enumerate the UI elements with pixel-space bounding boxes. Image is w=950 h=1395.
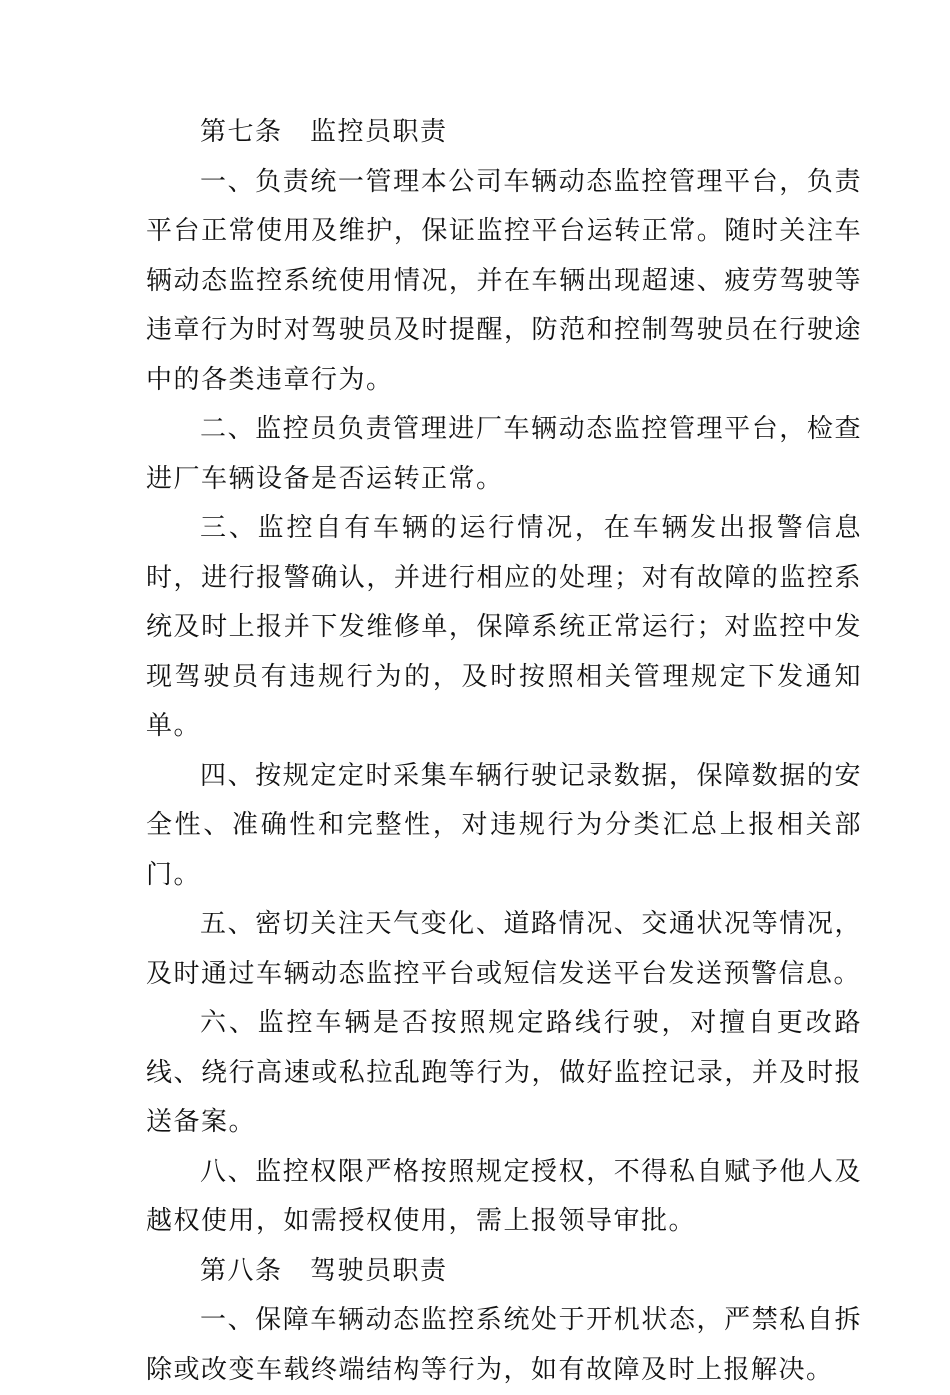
section-8-item-1: 一、保障车辆动态监控系统处于开机状态，严禁私自拆除或改变车载终端结构等行为，如有故障及时上报解决。 xyxy=(146,1305,862,1385)
section-7-item-6: 六、监控车辆是否按照规定路线行驶，对擅自更改路线、绕行高速或私拉乱跑等行为，做好监控记录，并及时报送备案。 xyxy=(146,1008,862,1137)
section-7-item-2: 二、监控员负责管理进厂车辆动态监控管理平台，检查进厂车辆设备是否运转正常。 xyxy=(146,414,862,494)
section-7-item-3: 三、监控自有车辆的运行情况，在车辆发出报警信息时，进行报警确认，并进行相应的处理；对有故障的监控系统及时上报并下发维修单，保障系统正常运行；对监控中发现驾驶员有违规行为的，及时按照相关管理规定下发通知单。 xyxy=(146,513,862,741)
section-7-item-1: 一、负责统一管理本公司车辆动态监控管理平台，负责平台正常使用及维护，保证监控平台运转正常。随时关注车辆动态监控系统使用情况，并在车辆出现超速、疲劳驾驶等违章行为时对驾驶员及时提醒，防范和控制驾驶员在行驶途中的各类违章行为。 xyxy=(146,166,862,395)
section-7-item-4: 四、按规定定时采集车辆行驶记录数据，保障数据的安全性、准确性和完整性，对违规行为分类汇总上报相关部门。 xyxy=(146,760,862,890)
section-8-heading: 第八条 驾驶员职责 xyxy=(200,1255,448,1286)
section-7-item-8: 八、监控权限严格按照规定授权，不得私自赋予他人及越权使用，如需授权使用，需上报领导审批。 xyxy=(146,1156,862,1236)
section-7-heading: 第七条 监控员职责 xyxy=(200,117,448,147)
document-body xyxy=(146,108,862,1395)
section-7-item-5: 五、密切关注天气变化、道路情况、交通状况等情况，及时通过车辆动态监控平台或短信发送平台发送预警信息。 xyxy=(146,909,862,989)
